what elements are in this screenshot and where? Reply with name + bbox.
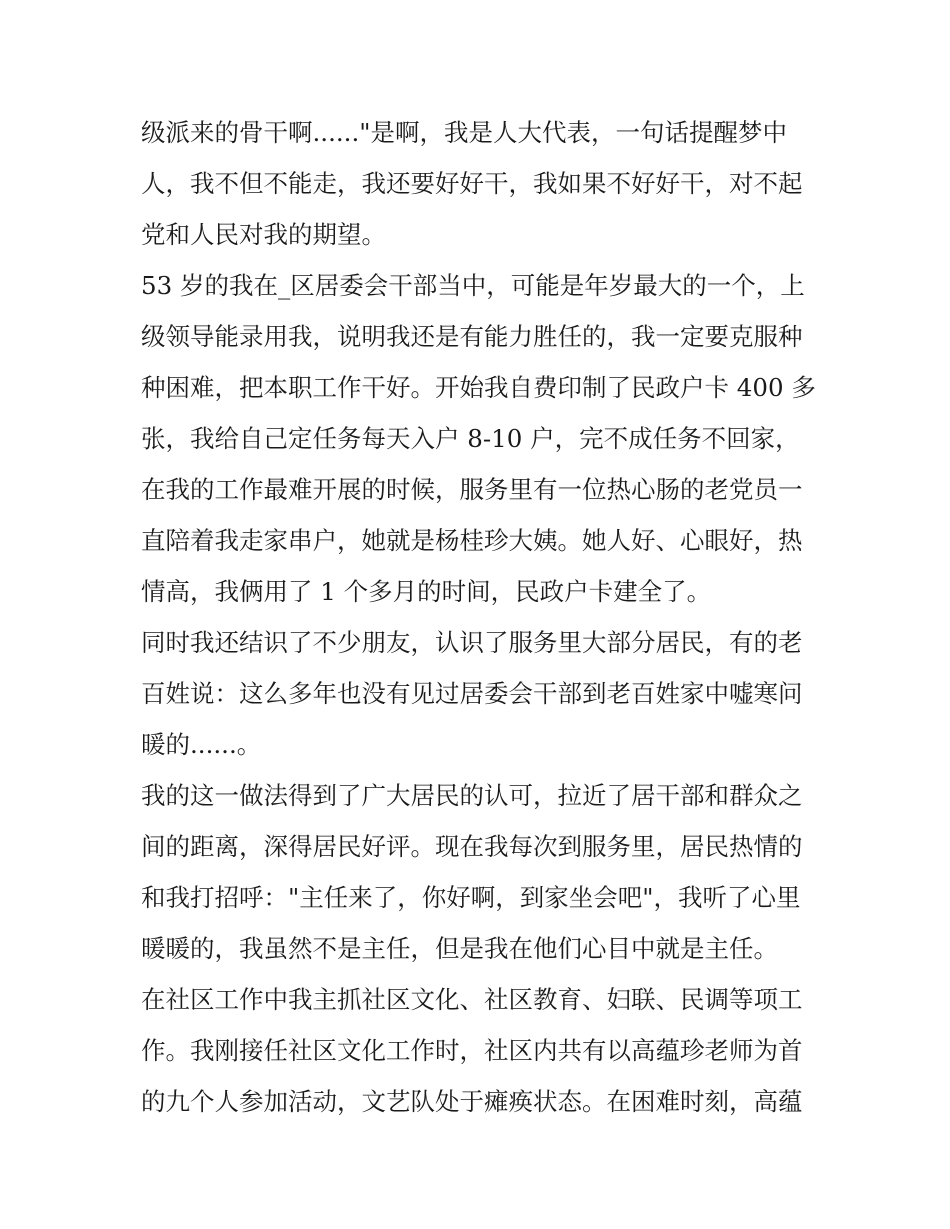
text-line: 情高，我俩用了 1 个多月的时间，民政户卡建全了。	[141, 577, 712, 606]
text-line: 张，我给自己定任务每天入户 8-10 户，完不成任务不回家，	[141, 424, 800, 453]
text-line: 作。我刚接任社区文化工作时，社区内共有以高蕴珍老师为首	[141, 1036, 803, 1065]
text-line: 在我的工作最难开展的时候，服务里有一位热心肠的老党员一	[141, 475, 803, 504]
text-line: 的九个人参加活动，文艺队处于瘫痪状态。在困难时刻，高蕴	[141, 1087, 803, 1116]
text-line: 级派来的骨干啊......"是啊，我是人大代表，一句话提醒梦中	[141, 118, 787, 147]
text-line: 在社区工作中我主抓社区文化、社区教育、妇联、民调等项工	[141, 985, 803, 1014]
text-line: 人，我不但不能走，我还要好好干，我如果不好好干，对不起	[141, 169, 803, 198]
text-line: 我的这一做法得到了广大居民的认可，拉近了居干部和群众之	[141, 781, 803, 810]
body-text	[141, 107, 821, 1127]
text-line: 同时我还结识了不少朋友，认识了服务里大部分居民，有的老	[141, 628, 803, 657]
text-line: 直陪着我走家串户，她就是杨桂珍大姨。她人好、心眼好，热	[141, 526, 803, 555]
text-line: 暖暖的，我虽然不是主任，但是我在他们心目中就是主任。	[141, 934, 778, 963]
text-line: 党和人民对我的期望。	[141, 220, 386, 249]
text-line: 间的距离，深得居民好评。现在我每次到服务里，居民热情的	[141, 832, 803, 861]
text-line: 和我打招呼："主任来了，你好啊，到家坐会吧"，我听了心里	[141, 883, 801, 912]
text-line: 百姓说：这么多年也没有见过居委会干部到老百姓家中嘘寒问	[141, 679, 803, 708]
text-line: 种困难，把本职工作干好。开始我自费印制了民政户卡 400 多	[141, 373, 816, 402]
text-line: 暖的......。	[141, 730, 262, 759]
text-line: 级领导能录用我，说明我还是有能力胜任的，我一定要克服种	[141, 322, 803, 351]
text-line: 53 岁的我在_区居委会干部当中，可能是年岁最大的一个，上	[141, 271, 805, 300]
